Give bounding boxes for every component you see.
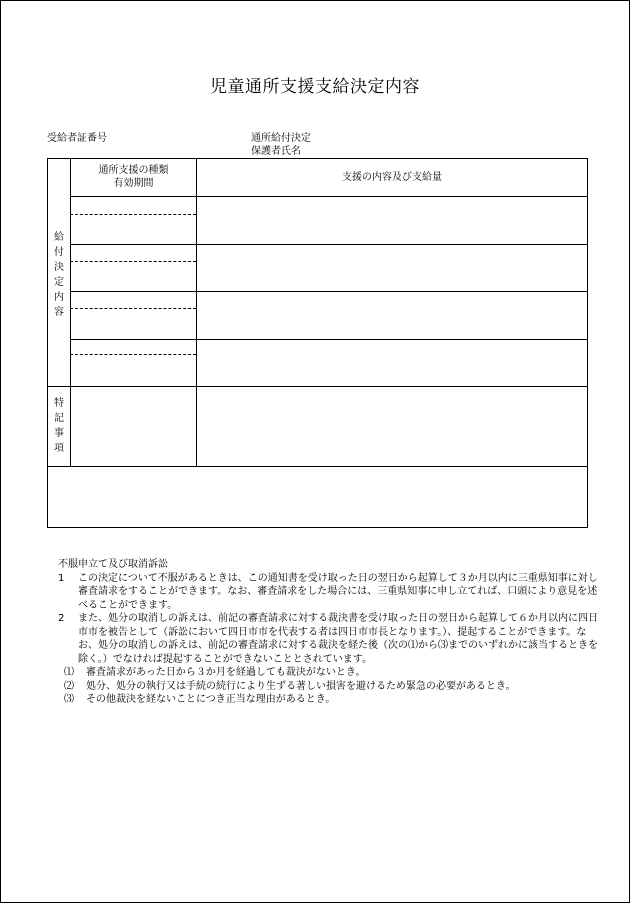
table-border-top [47,158,588,159]
row-1-dashed-divider [70,214,196,215]
sub-item-3: ⑶ その他裁決を経ないことにつき正当な理由があるとき。 [64,694,336,705]
note-item-2: 2 また、処分の取消しの訴えは、前記の審査請求に対する裁決書を受け取った日の翌日から起算して６か月以内に四日市市を被告として（訴訟において四日市市を代表する者は四日市市長となります。）、提起することができます。なお、処分の取消しの訴えは、前記の審査請求に対する裁決を経た後（次の⑴から⑶までのいずれかに該当するときを除く。）でなければ提起することができないこととされています。 [58,613,598,665]
section-line-special [47,386,588,387]
table-border-bottom [47,527,588,528]
guardian-name-label: 保護者氏名 [251,146,301,157]
type-header-line1: 通所支援の種類 [98,165,169,176]
table-border-left [47,158,48,528]
type-header-line2: 有効期間 [113,178,154,189]
table-border-right [587,158,588,528]
decision-label: 通所給付決定 [251,133,311,144]
note-item-1: 1 この決定について不服があるときは、この通知書を受け取った日の翌日から起算して３か月以内に三重県知事に対し審査請求をすることができます。なお、審査請求をした場合には、三重県知事に申し立てれば、口頭により意見を述べることができます。 [58,572,598,611]
notes-heading: 不服申立て及び取消訴訟 [58,559,168,570]
header-row-line [70,196,588,197]
row-4-dashed-divider [70,354,196,355]
type-column-header [71,164,196,190]
special-notes-section-label: 特 記 事 項 [54,398,64,454]
section-label-divider [70,158,71,466]
row-line-3 [70,339,588,340]
sub-item-1: ⑴ 審査請求があった日から３か月を経過しても裁決がないとき。 [64,667,366,678]
document-title: 児童通所支援支給決定内容 [210,77,420,97]
sub-item-2: ⑵ 処分、処分の執行又は手続の続行により生ずる著しい損害を避けるため緊急の必要があるとき。 [64,680,516,692]
row-3-dashed-divider [70,308,196,309]
row-line-2 [70,291,588,292]
decision-section-label: 給 付 決 定 内 容 [54,232,64,318]
appeal-notes [58,558,598,707]
section-line-bottom [47,466,588,467]
row-line-1 [70,244,588,245]
decision-table [47,158,588,528]
row-2-dashed-divider [70,261,196,262]
column-divider [196,158,197,466]
recipient-id-label: 受給者証番号 [47,133,107,144]
content-column-header: 支援の内容及び支給量 [342,172,442,183]
